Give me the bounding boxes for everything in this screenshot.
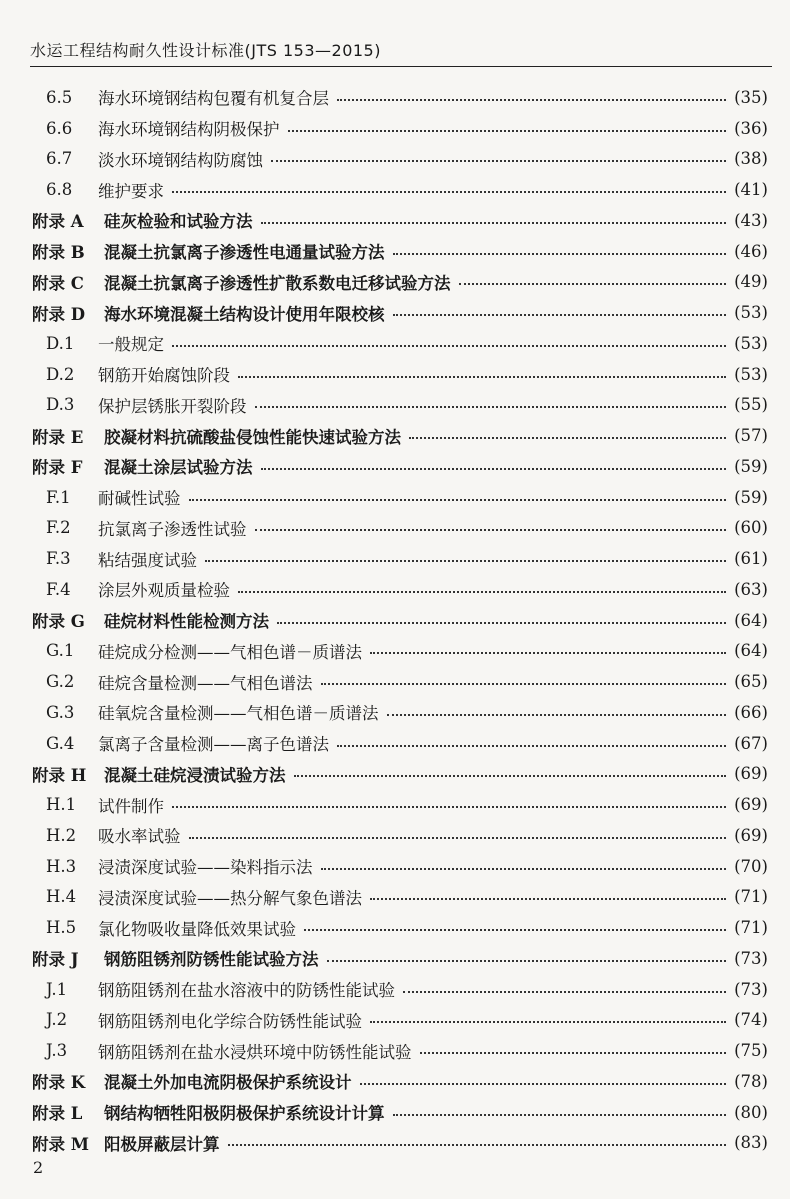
toc-entry-title: 硅烷含量检测——气相色谱法 (98, 673, 313, 693)
dot-leader (238, 590, 726, 593)
toc-entry (0, 789, 790, 820)
dot-leader (255, 405, 727, 408)
toc-entry-title: 混凝土外加电流阴极保护系统设计 (104, 1073, 352, 1093)
toc-entry-number: 附录 B (32, 243, 85, 263)
toc-entry-page: (67) (734, 733, 768, 753)
toc-entry (0, 297, 790, 328)
toc-entry-page: (36) (734, 118, 768, 138)
dot-leader (387, 713, 727, 716)
toc-entry-page: (46) (734, 241, 768, 261)
toc-entry (0, 236, 790, 267)
toc-entry-number: F.3 (46, 549, 71, 569)
dot-leader (294, 774, 727, 777)
dot-leader (327, 959, 727, 962)
toc-entry-title: 海水环境钢结构包覆有机复合层 (98, 89, 329, 109)
toc-entry-title: 钢筋阻锈剂电化学综合防锈性能试验 (98, 1011, 362, 1031)
header-rule (30, 66, 772, 67)
dot-leader (277, 621, 726, 624)
toc-entry (0, 482, 790, 513)
toc-entry-page: (71) (734, 918, 768, 938)
toc-entry-number: 6.7 (46, 149, 73, 169)
toc-entry-title: 氯化物吸收量降低效果试验 (98, 919, 296, 939)
toc-entry-number: G.4 (46, 733, 75, 753)
toc-entry-page: (59) (734, 487, 768, 507)
toc-entry-number: 6.8 (46, 180, 73, 200)
dot-leader (205, 559, 726, 562)
toc-entry-number: 附录 D (32, 304, 86, 324)
dot-leader (393, 252, 727, 255)
toc-entry-number: 6.6 (46, 118, 73, 138)
toc-entry-page: (66) (734, 702, 768, 722)
toc-entry-page: (59) (734, 456, 768, 476)
toc-entry-page: (69) (734, 764, 768, 784)
toc-entry-page: (69) (734, 795, 768, 815)
toc-entry-number: G.3 (46, 702, 75, 722)
toc-entry (0, 267, 790, 298)
page-number: 2 (33, 1158, 44, 1177)
toc-entry-page: (53) (734, 303, 768, 323)
dot-leader (459, 282, 727, 285)
toc-entry-title: 硅烷材料性能检测方法 (104, 612, 269, 632)
toc-entry-title: 抗氯离子渗透性试验 (98, 519, 247, 539)
toc-entry-title: 粘结强度试验 (98, 550, 197, 570)
toc-entry (0, 1005, 790, 1036)
dot-leader (403, 990, 726, 993)
toc-entry-title: 浸渍深度试验——染料指示法 (98, 858, 313, 878)
dot-leader (189, 498, 727, 501)
dot-leader (189, 836, 727, 839)
dot-leader (393, 313, 727, 316)
toc-entry (0, 390, 790, 421)
dot-leader (321, 867, 727, 870)
dot-leader (261, 467, 727, 470)
toc-entry-number: 附录 A (32, 212, 84, 232)
toc-entry-page: (73) (734, 979, 768, 999)
toc-entry-title: 耐碱性试验 (98, 489, 181, 509)
toc-entry-title: 保护层锈胀开裂阶段 (98, 396, 247, 416)
toc-entry-page: (49) (734, 272, 768, 292)
dot-leader (172, 805, 726, 808)
dot-leader (271, 159, 726, 162)
toc-entry-number: G.1 (46, 641, 75, 661)
toc-entry-title: 钢结构牺牲阳极阴极保护系统设计计算 (104, 1104, 385, 1124)
toc-entry-title: 硅氧烷含量检测——气相色谱－质谱法 (98, 704, 379, 724)
toc-entry-number: J.3 (46, 1041, 68, 1061)
toc-entry-number: G.2 (46, 672, 75, 692)
toc-entry (0, 82, 790, 113)
dot-leader (370, 651, 726, 654)
toc-entry (0, 1128, 790, 1159)
toc-entry (0, 1097, 790, 1128)
toc-entry-title: 胶凝材料抗硫酸盐侵蚀性能快速试验方法 (104, 427, 401, 447)
toc-entry-page: (35) (734, 87, 768, 107)
toc-entry-number: F.4 (46, 579, 71, 599)
toc-entry-title: 维护要求 (98, 181, 164, 201)
toc-entry-title: 混凝土抗氯离子渗透性扩散系数电迁移试验方法 (104, 273, 451, 293)
toc-entry-number: D.3 (46, 395, 75, 415)
toc-entry-number: D.2 (46, 364, 75, 384)
toc-entry-page: (38) (734, 149, 768, 169)
dot-leader (172, 344, 726, 347)
toc-entry-page: (70) (734, 856, 768, 876)
toc-entry (0, 513, 790, 544)
toc-entry (0, 882, 790, 913)
toc-entry-number: 附录 L (32, 1104, 83, 1124)
toc-entry-page: (75) (734, 1041, 768, 1061)
toc-entry (0, 728, 790, 759)
toc-entry-number: 附录 C (32, 273, 84, 293)
toc-entry (0, 820, 790, 851)
toc-entry (0, 574, 790, 605)
toc-entry-title: 试件制作 (98, 796, 164, 816)
toc-entry-page: (64) (734, 610, 768, 630)
toc-entry (0, 359, 790, 390)
toc-entry (0, 1066, 790, 1097)
toc-entry-number: H.4 (46, 887, 77, 907)
dot-leader (255, 528, 727, 531)
running-header: 水运工程结构耐久性设计标准(JTS 153—2015) (30, 41, 381, 60)
toc-entry-number: D.1 (46, 333, 75, 353)
toc-entry-title: 吸水率试验 (98, 827, 181, 847)
toc-entry-page: (78) (734, 1071, 768, 1091)
toc-entry (0, 912, 790, 943)
toc-entry-number: 附录 H (32, 765, 87, 785)
toc-entry (0, 605, 790, 636)
toc-entry-number: 附录 G (32, 612, 85, 632)
dot-leader (261, 221, 727, 224)
dot-leader (420, 1051, 727, 1054)
toc-entry-title: 硅灰检验和试验方法 (104, 212, 253, 232)
toc-entry (0, 851, 790, 882)
dot-leader (238, 375, 726, 378)
dot-leader (337, 744, 726, 747)
toc-entry-title: 硅烷成分检测——气相色谱－质谱法 (98, 642, 362, 662)
toc-entry-title: 浸渍深度试验——热分解气象色谱法 (98, 888, 362, 908)
toc-entry-page: (74) (734, 1010, 768, 1030)
toc-entry (0, 328, 790, 359)
toc-entry (0, 205, 790, 236)
toc-entry-number: 附录 F (32, 458, 83, 478)
toc-entry-title: 钢筋阻锈剂在盐水浸烘环境中防锈性能试验 (98, 1042, 412, 1062)
toc-entry-number: J.2 (46, 1010, 68, 1030)
dot-leader (370, 1020, 726, 1023)
toc-entry-title: 氯离子含量检测——离子色谱法 (98, 735, 329, 755)
toc-entry (0, 943, 790, 974)
toc-entry (0, 144, 790, 175)
toc-entry-page: (83) (734, 1133, 768, 1153)
toc-entry-number: 附录 J (32, 950, 79, 970)
toc-entry-number: F.1 (46, 487, 71, 507)
toc-entry-number: H.2 (46, 825, 77, 845)
toc-entry-page: (63) (734, 579, 768, 599)
toc-entry-page: (69) (734, 825, 768, 845)
toc-entry-page: (65) (734, 672, 768, 692)
dot-leader (288, 129, 727, 132)
dot-leader (304, 928, 726, 931)
toc-entry-number: H.3 (46, 856, 77, 876)
table-of-contents (0, 82, 790, 1158)
toc-entry-number: H.5 (46, 918, 77, 938)
dot-leader (409, 436, 726, 439)
toc-entry-page: (55) (734, 395, 768, 415)
toc-entry-title: 钢筋阻锈剂防锈性能试验方法 (104, 950, 319, 970)
toc-entry-number: 附录 E (32, 427, 84, 447)
dot-leader (393, 1113, 727, 1116)
toc-entry-title: 混凝土硅烷浸渍试验方法 (104, 765, 286, 785)
toc-entry-title: 淡水环境钢结构防腐蚀 (98, 150, 263, 170)
toc-entry (0, 1035, 790, 1066)
toc-entry-number: H.1 (46, 795, 77, 815)
toc-entry (0, 974, 790, 1005)
toc-entry (0, 113, 790, 144)
toc-entry-page: (41) (734, 180, 768, 200)
toc-entry-title: 海水环境钢结构阴极保护 (98, 120, 280, 140)
toc-entry-page: (60) (734, 518, 768, 538)
toc-entry (0, 666, 790, 697)
toc-entry (0, 174, 790, 205)
toc-entry-page: (43) (734, 210, 768, 230)
toc-entry-page: (73) (734, 948, 768, 968)
toc-entry-title: 钢筋阻锈剂在盐水溶液中的防锈性能试验 (98, 981, 395, 1001)
dot-leader (370, 897, 726, 900)
toc-entry (0, 451, 790, 482)
toc-entry-title: 混凝土涂层试验方法 (104, 458, 253, 478)
toc-entry-page: (53) (734, 364, 768, 384)
toc-entry-number: F.2 (46, 518, 71, 538)
toc-entry-number: 附录 M (32, 1134, 90, 1154)
dot-leader (360, 1082, 727, 1085)
toc-entry (0, 543, 790, 574)
toc-entry-number: 6.5 (46, 87, 73, 107)
toc-entry (0, 697, 790, 728)
toc-entry-page: (80) (734, 1102, 768, 1122)
toc-entry-page: (61) (734, 549, 768, 569)
toc-entry (0, 420, 790, 451)
toc-entry (0, 759, 790, 790)
toc-entry-page: (53) (734, 333, 768, 353)
dot-leader (337, 98, 726, 101)
toc-entry-page: (64) (734, 641, 768, 661)
dot-leader (172, 190, 726, 193)
dot-leader (321, 682, 727, 685)
toc-entry-title: 一般规定 (98, 335, 164, 355)
toc-entry-title: 阳极屏蔽层计算 (104, 1134, 220, 1154)
toc-entry-page: (71) (734, 887, 768, 907)
toc-entry-title: 钢筋开始腐蚀阶段 (98, 366, 230, 386)
toc-entry-number: 附录 K (32, 1073, 86, 1093)
toc-entry (0, 636, 790, 667)
toc-entry-page: (57) (734, 426, 768, 446)
dot-leader (228, 1143, 727, 1146)
toc-entry-number: J.1 (46, 979, 68, 999)
toc-entry-title: 海水环境混凝土结构设计使用年限校核 (104, 304, 385, 324)
toc-entry-title: 混凝土抗氯离子渗透性电通量试验方法 (104, 243, 385, 263)
toc-entry-title: 涂层外观质量检验 (98, 581, 230, 601)
